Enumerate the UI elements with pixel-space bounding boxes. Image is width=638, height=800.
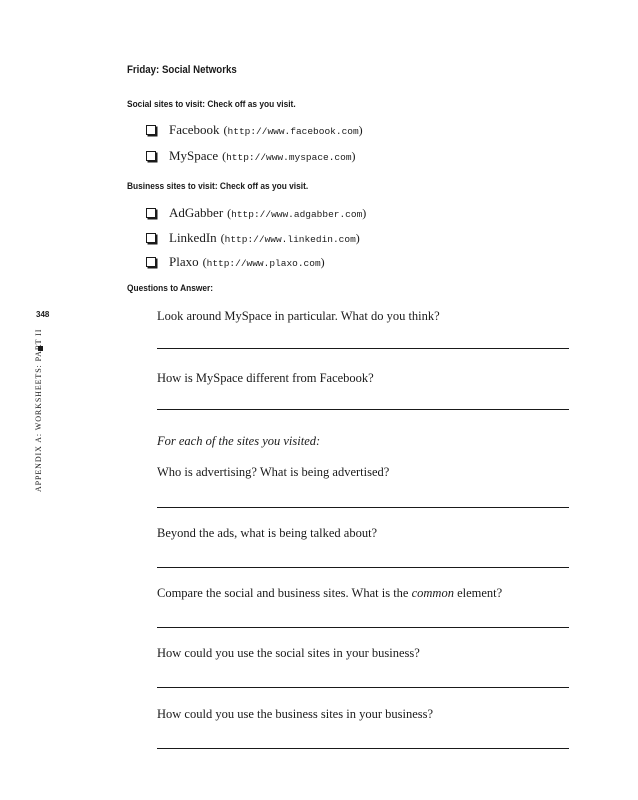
question-5-emphasis: common: [411, 586, 454, 600]
site-name: LinkedIn: [169, 230, 217, 245]
site-item-facebook: Facebook (http://www.facebook.com): [146, 122, 363, 138]
site-item-myspace: MySpace (http://www.myspace.com): [146, 148, 356, 164]
social-sites-heading: Social sites to visit: Check off as you visit.: [127, 99, 296, 110]
checkbox-adgabber[interactable]: [146, 208, 156, 218]
checkbox-linkedin[interactable]: [146, 233, 156, 243]
question-7: How could you use the business sites in your business?: [157, 707, 434, 721]
answer-line-7[interactable]: [157, 748, 569, 749]
answer-line-6[interactable]: [157, 687, 569, 688]
running-head: APPENDIX A: WORKSHEETS: PART II: [34, 328, 43, 492]
site-url[interactable]: http://www.facebook.com: [227, 126, 359, 137]
site-name: AdGabber: [169, 205, 224, 220]
page-number: 348: [36, 310, 50, 319]
questions-heading: Questions to Answer:: [127, 283, 214, 294]
checkbox-plaxo[interactable]: [146, 257, 156, 267]
answer-line-1[interactable]: [157, 348, 569, 349]
site-item-plaxo: Plaxo (http://www.plaxo.com): [146, 254, 325, 270]
page-title: Friday: Social Networks: [127, 64, 237, 76]
question-1: Look around MySpace in particular. What do you think?: [157, 309, 440, 323]
site-name: Plaxo: [169, 254, 199, 269]
answer-line-5[interactable]: [157, 627, 569, 628]
question-2: How is MySpace different from Facebook?: [157, 371, 374, 385]
site-url[interactable]: http://www.plaxo.com: [206, 258, 321, 269]
question-3: Who is advertising? What is being advertised?: [157, 465, 390, 479]
site-name: Facebook: [169, 122, 220, 137]
site-name: MySpace: [169, 148, 219, 163]
site-url[interactable]: http://www.myspace.com: [226, 152, 352, 163]
question-4: Beyond the ads, what is being talked about?: [157, 526, 378, 540]
question-5-text-before: Compare the social and business sites. What is the: [157, 586, 412, 600]
question-5: [157, 586, 502, 601]
questions-intro: For each of the sites you visited:: [157, 434, 321, 448]
question-6: How could you use the social sites in your business?: [157, 646, 420, 660]
site-url[interactable]: http://www.adgabber.com: [231, 209, 363, 220]
checkbox-facebook[interactable]: [146, 125, 156, 135]
answer-line-3[interactable]: [157, 507, 569, 508]
checkbox-myspace[interactable]: [146, 151, 156, 161]
business-sites-heading: Business sites to visit: Check off as you visit.: [127, 181, 309, 192]
answer-line-2[interactable]: [157, 409, 569, 410]
question-5-text-after: element?: [453, 586, 503, 600]
site-url[interactable]: http://www.linkedin.com: [224, 234, 356, 245]
answer-line-4[interactable]: [157, 567, 569, 568]
site-item-linkedin: LinkedIn (http://www.linkedin.com): [146, 230, 360, 246]
site-item-adgabber: AdGabber (http://www.adgabber.com): [146, 205, 366, 221]
